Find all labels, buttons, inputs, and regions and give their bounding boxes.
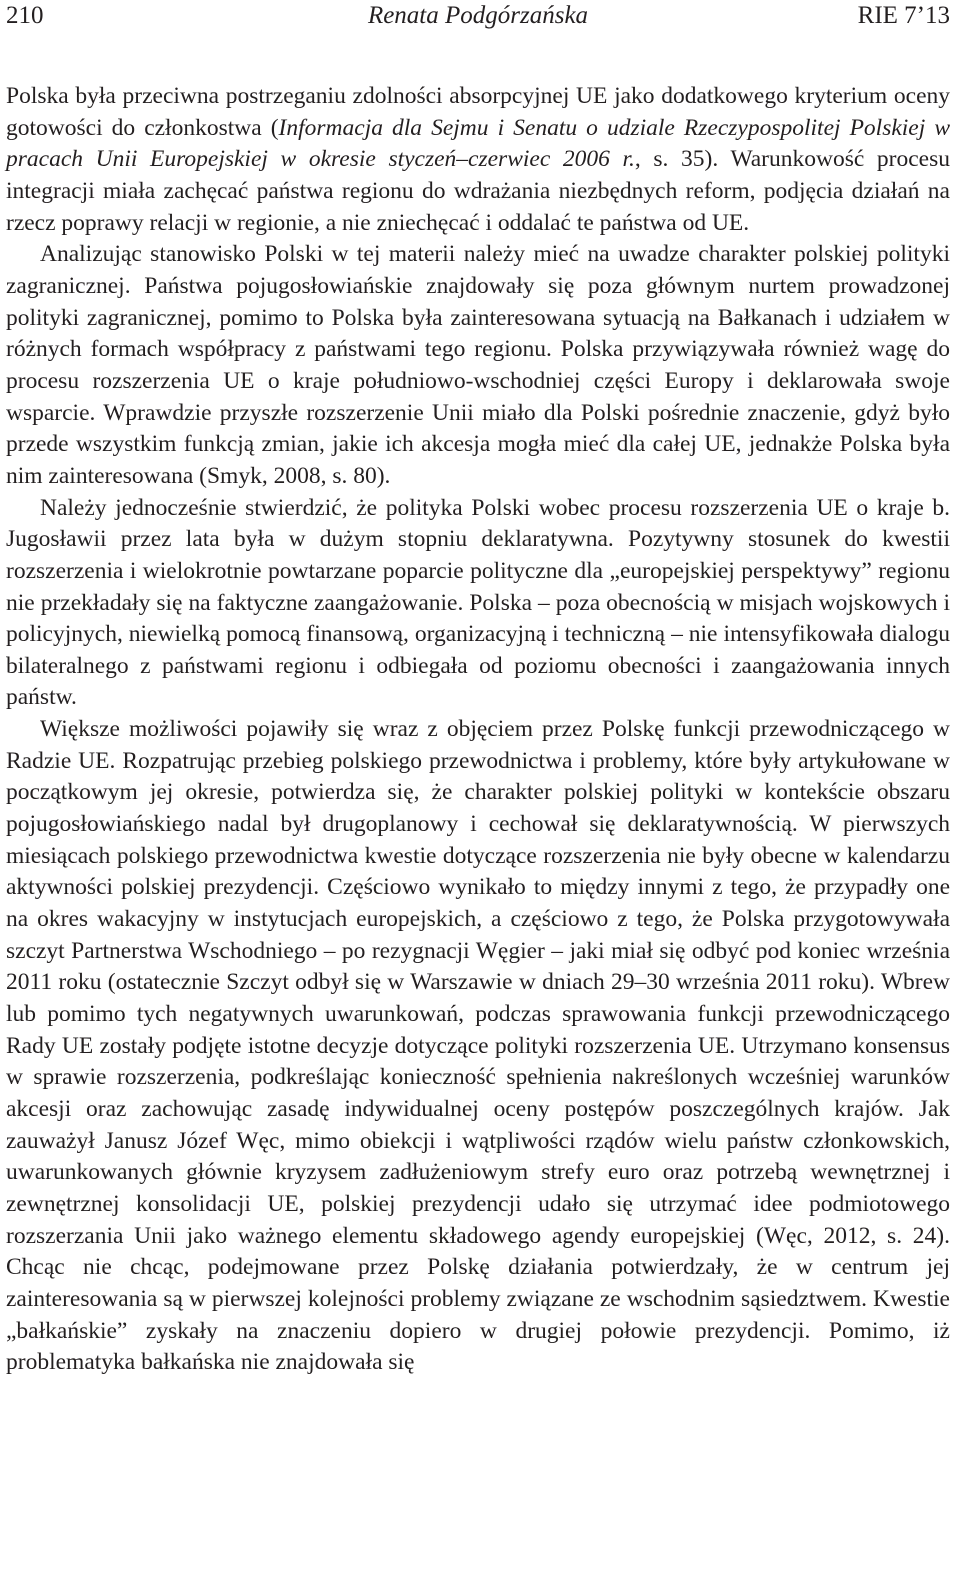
- running-head-author: Renata Podgórzańska: [367, 2, 589, 29]
- paragraph-1: [6, 81, 950, 239]
- paragraph-1-text-before: Polska była przeciwna postrzeganiu zdolności absorpcyjnej UE jako dodatkowego kryterium oceny gotowości do członkostwa (: [6, 83, 950, 141]
- paragraph-1-text-after: , s. 35). Warunkowość procesu integracji miała zachęcać państwa regionu do wdrażania niezbędnych reform, podjęcia działań na rzecz poprawy relacji w regionie, a nie zniechęcać i oddalać te państwa od UE.: [6, 146, 950, 236]
- running-head-journal: RIE 7’13: [857, 2, 950, 29]
- paragraph-2: Analizując stanowisko Polski w tej materii należy mieć na uwadze charakter polskiej polityki zagranicznej. Państwa pojugosłowiańskie znajdowały się poza głównym nurtem prowadzonej polityki zagranicznej, pomimo to Polska była zainteresowana sytuacją na Bałkanach i udziałem w różnych formach współpracy z państwami tego regionu. Polska przywiązywała również wagę do procesu rozszerzenia UE o kraje południowo-wschodniej części Europy i deklarowała swoje wsparcie. Wprawdzie przyszłe rozszerzenie Unii miało dla Polski pośrednie znaczenie, gdyż było przede wszystkim funkcją zmian, jakie ich akcesja mogła mieć dla całej UE, jednakże Polska była nim zainteresowana (Smyk, 2008, s. 80).: [6, 241, 950, 489]
- running-header: [6, 0, 950, 34]
- paragraph-3: Należy jednocześnie stwierdzić, że polityka Polski wobec procesu rozszerzenia UE o kraje b. Jugosławii przez lata była w dużym stopniu deklaratywna. Pozytywny stosunek do kwestii rozszerzenia i wielokrotnie powtarzane poparcie polityczne dla „europejskiej perspektywy” regionu nie przekładały się na faktyczne zaangażowanie. Polska – poza obecnością w misjach wojskowych i policyjnych, niewielką pomocą finansową, organizacyjną i techniczną – nie intensyfikowała dialogu bilateralnego z państwami regionu i odbiegała od poziomu obecności i zaangażowania innych państw.: [6, 494, 950, 711]
- article-body: [6, 81, 950, 1379]
- paragraph-4: Większe możliwości pojawiły się wraz z objęciem przez Polskę funkcji przewodniczącego w Radzie UE. Rozpatrując przebieg polskiego przewodnictwa i problemy, które były artykułowane w początkowym jej okresie, potwierdza się, że charakter polskiej polityki w kontekście obszaru pojugosłowiańskiego nadal był drugoplanowy i cechował się deklaratywnością. W pierwszych miesiącach polskiego przewodnictwa kwestie dotyczące rozszerzenia nie były obecne w kalendarzu aktywności polskiej prezydencji. Częściowo wynikało to między innymi z tego, że przypadły one na okres wakacyjny w instytucjach europejskich, a częściowo z tego, że Polska przygotowywała szczyt Partnerstwa Wschodniego – po rezygnacji Węgier – jaki miał się odbyć pod koniec września 2011 roku (ostatecznie Szczyt odbył się w Warszawie w dniach 29–30 września 2011 roku). Wbrew lub pomimo tych negatywnych uwarunkowań, podczas sprawowania funkcji przewodniczącego Rady UE zostały podjęte istotne decyzje dotyczące polityki rozszerzenia UE. Utrzymano konsensus w sprawie rozszerzenia, podkreślając konieczność spełnienia nakreślonych wcześniej warunków akcesji oraz zachowując zasadę indywidualnej oceny postępów poszczególnych krajów. Jak zauważył Janusz Józef Węc, mimo obiekcji i wątpliwości rządów wielu państw członkowskich, uwarunkowanych głównie kryzysem zadłużeniowym strefy euro oraz potrzebą wewnętrznej i zewnętrznej konsolidacji UE, polskiej prezydencji udało się utrzymać idee podmiotowego rozszerzania Unii jako ważnego elementu składowego agendy europejskiej (Węc, 2012, s. 24). Chcąc nie chcąc, podejmowane przez Polskę działania potwierdzały, że w centrum jej zainteresowania są w pierwszej kolejności problemy związane ze wschodnim sąsiedztwem. Kwestie „bałkańskie” zyskały na znaczeniu dopiero w drugiej połowie prezydencji. Pomimo, iż problematyka bałkańska nie znajdowała się: [6, 716, 950, 1376]
- paragraph-1-citation-title: Informacja dla Sejmu i Senatu o udziale Rzeczypospolitej Polskiej w pracach Unii Europejskiej w okresie styczeń–czerwiec 2006 r.: [6, 114, 950, 173]
- page-number: 210: [6, 2, 44, 29]
